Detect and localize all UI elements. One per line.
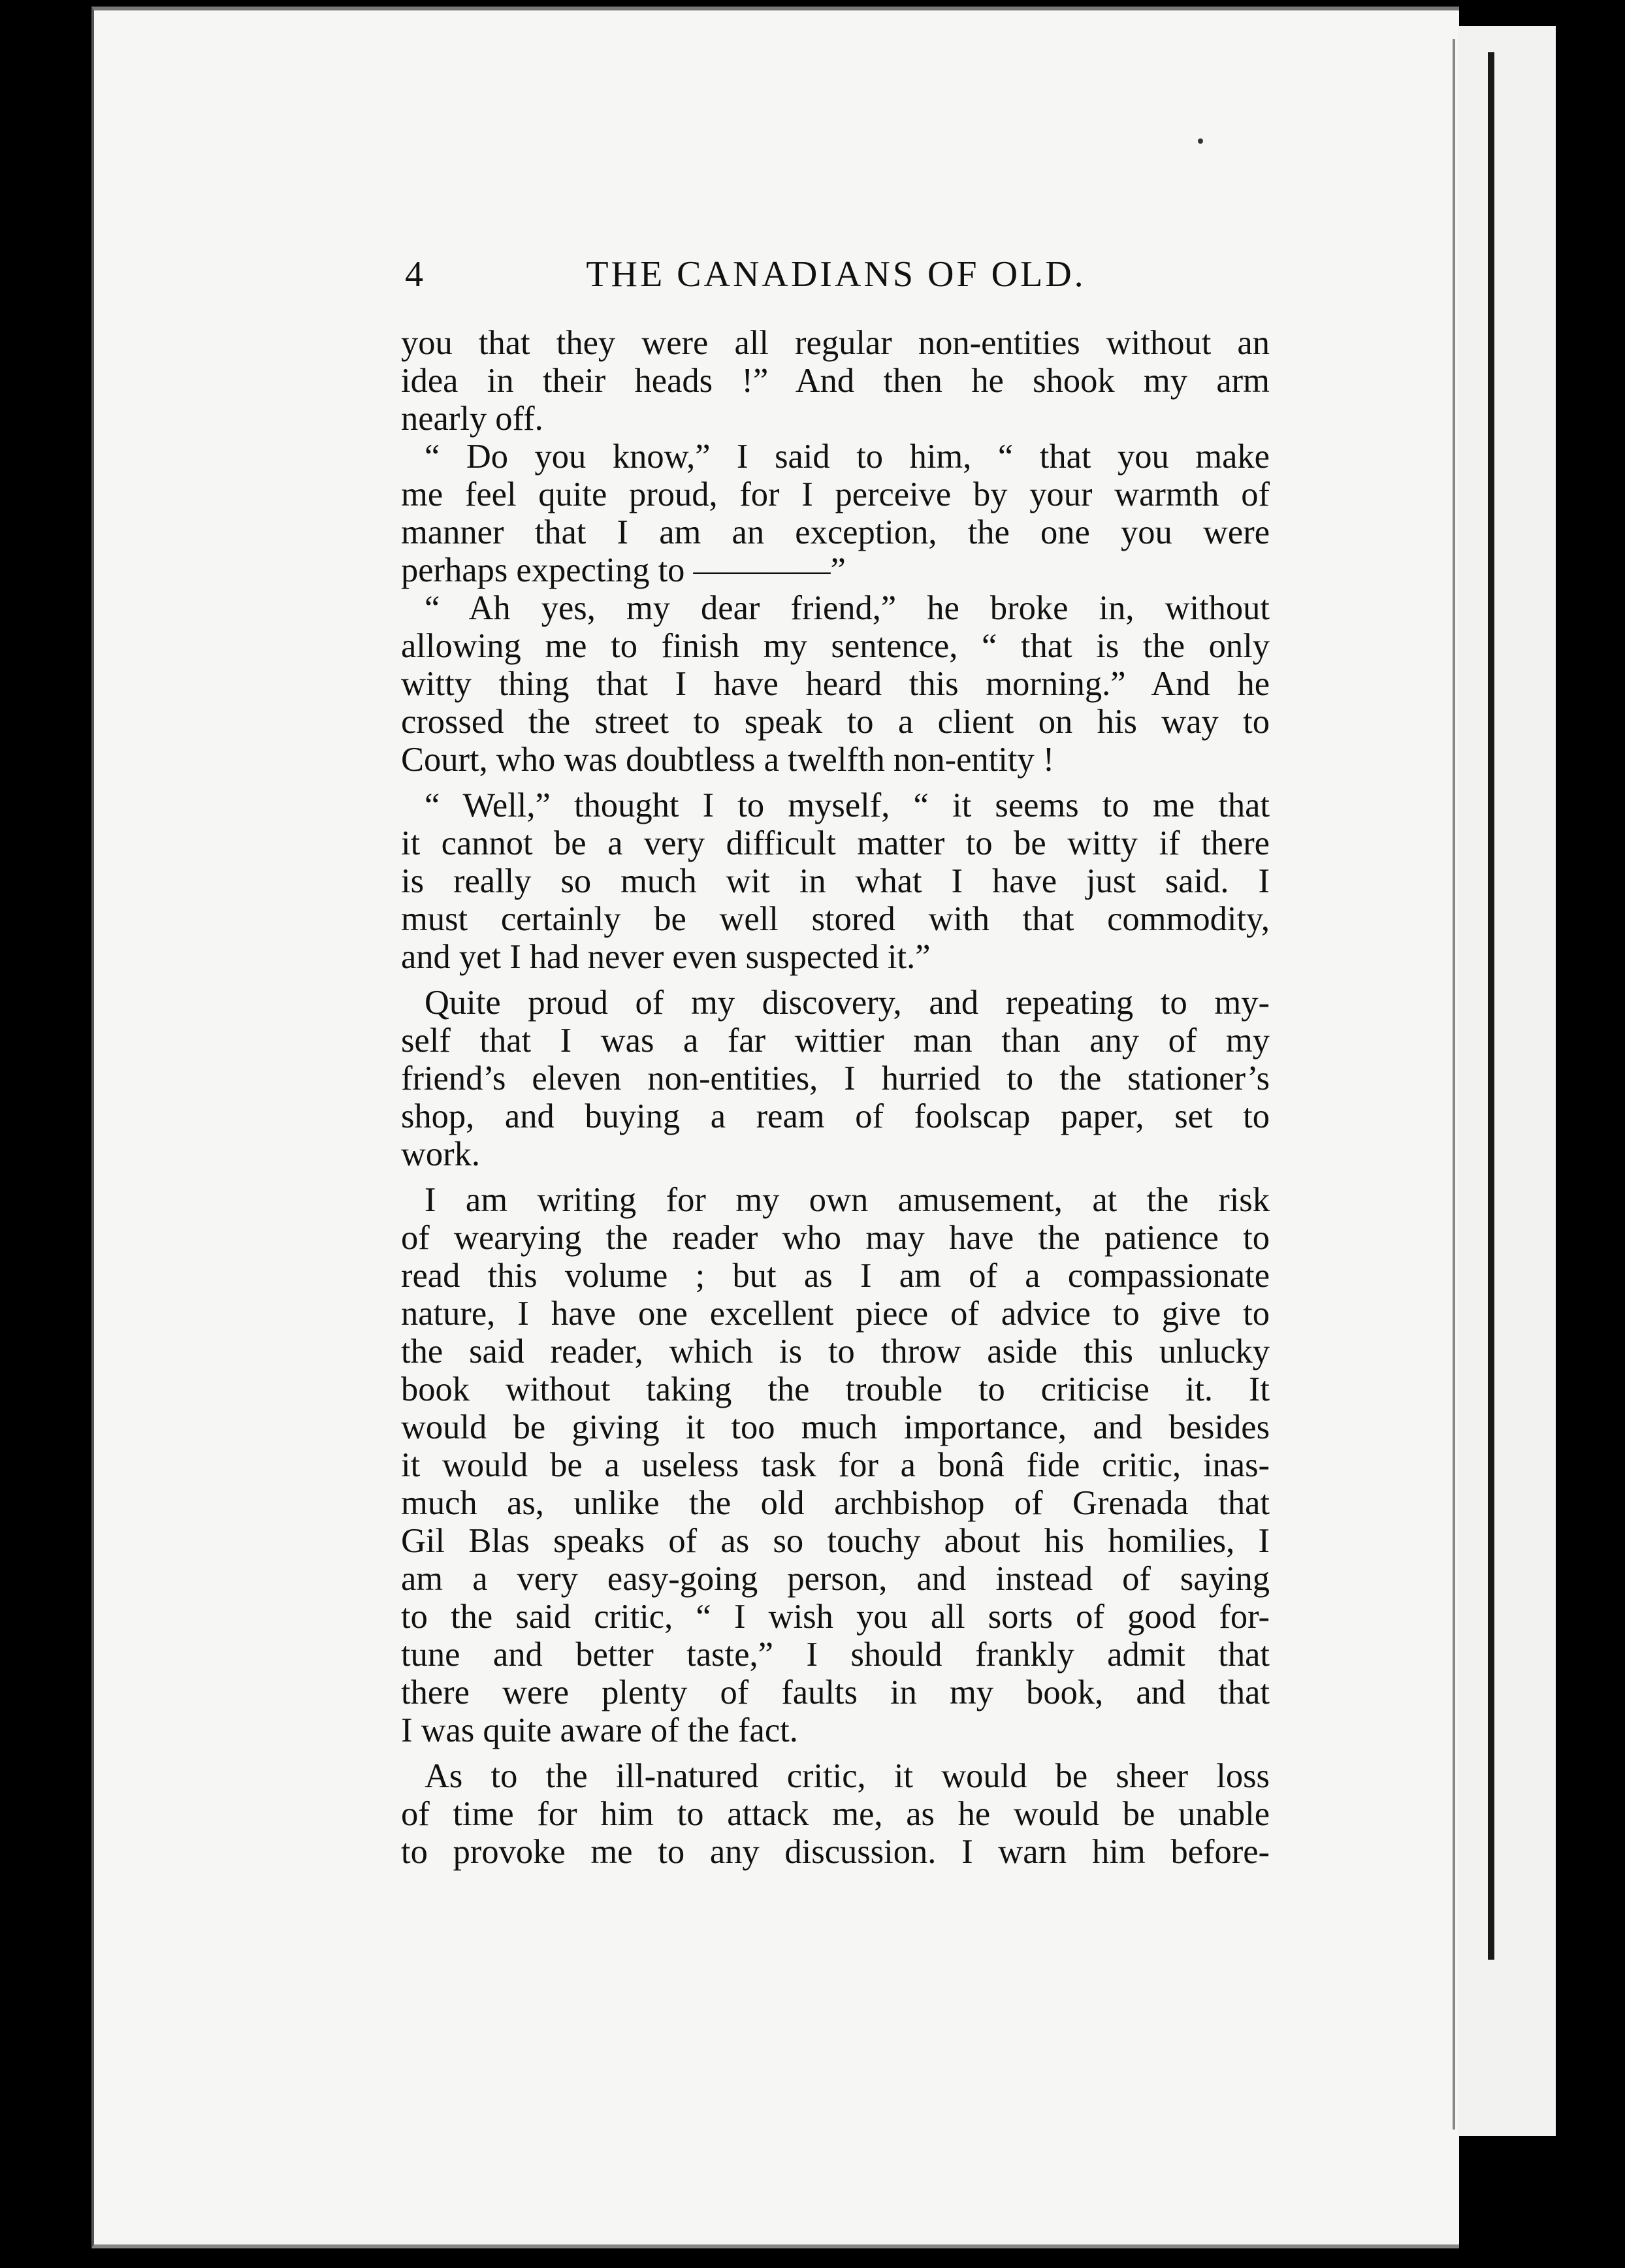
page-fold-line (1453, 39, 1455, 2130)
text-line: allowing me to finish my sentence, “ that is the only (401, 627, 1270, 665)
text-line: self that I was a far wittier man than any of my (401, 1022, 1270, 1060)
text-line: As to the ill-natured critic, it would be sheer loss (425, 1757, 1270, 1795)
text-line: friend’s eleven non-entities, I hurried to the stationer’s (401, 1060, 1270, 1097)
speck (1198, 138, 1203, 144)
page-header (405, 253, 1267, 299)
text-line: “ Do you know,” I said to him, “ that you make (425, 438, 1270, 476)
text-line: Gil Blas speaks of as so touchy about his homilies, I (401, 1522, 1270, 1560)
page-number: 4 (405, 254, 423, 295)
text-line: book without taking the trouble to criticise it. It (401, 1370, 1270, 1408)
text-line: is really so much wit in what I have just said. I (401, 862, 1270, 900)
text-line: am a very easy-going person, and instead of saying (401, 1560, 1270, 1598)
text-line: there were plenty of faults in my book, and that (401, 1674, 1270, 1711)
text-line: I was quite aware of the fact. (401, 1711, 798, 1749)
text-line: it cannot be a very difficult matter to be witty if there (401, 824, 1270, 862)
text-line: manner that I am an exception, the one you were (401, 513, 1270, 551)
text-line: to provoke me to any discussion. I warn him before- (401, 1833, 1270, 1871)
text-line: to the said critic, “ I wish you all sorts of good for- (401, 1598, 1270, 1636)
text-line: you that they were all regular non-entities without an (401, 324, 1270, 362)
text-line: “ Ah yes, my dear friend,” he broke in, without (425, 589, 1270, 627)
text-line: “ Well,” thought I to myself, “ it seems to me that (425, 786, 1270, 824)
text-line: and yet I had never even suspected it.” (401, 938, 931, 976)
text-line: much as, unlike the old archbishop of Grenada that (401, 1484, 1270, 1522)
text-line: it would be a useless task for a bonâ fide critic, inas- (401, 1446, 1270, 1484)
text-line: me feel quite proud, for I perceive by your warmth of (401, 476, 1270, 513)
text-line: crossed the street to speak to a client on his way to (401, 703, 1270, 741)
text-line: must certainly be well stored with that commodity, (401, 900, 1270, 938)
text-line: Quite proud of my discovery, and repeating to my- (425, 984, 1270, 1022)
text-line: of time for him to attack me, as he would be unable (401, 1795, 1270, 1833)
body-text (401, 324, 1270, 1871)
text-line: nearly off. (401, 400, 543, 438)
text-line: I am writing for my own amusement, at the risk (425, 1181, 1270, 1219)
text-line: witty thing that I have heard this morning.” And he (401, 665, 1270, 703)
text-line: would be giving it too much importance, and besides (401, 1408, 1270, 1446)
text-line: tune and better taste,” I should frankly admit that (401, 1636, 1270, 1674)
text-line: idea in their heads !” And then he shook my arm (401, 362, 1270, 400)
text-line: read this volume ; but as I am of a compassionate (401, 1257, 1270, 1295)
text-line: the said reader, which is to throw aside this unlucky (401, 1333, 1270, 1370)
text-line: of wearying the reader who may have the patience to (401, 1219, 1270, 1257)
binding-shadow (1488, 52, 1494, 1960)
text-line: shop, and buying a ream of foolscap paper, set to (401, 1097, 1270, 1135)
running-title: THE CANADIANS OF OLD. (586, 254, 1086, 295)
text-line: Court, who was doubtless a twelfth non-entity ! (401, 741, 1055, 779)
next-page-edge (1458, 26, 1556, 2136)
text-line: work. (401, 1135, 481, 1173)
text-line: nature, I have one excellent piece of advice to give to (401, 1295, 1270, 1333)
text-line: perhaps expecting to ————” (401, 551, 846, 589)
